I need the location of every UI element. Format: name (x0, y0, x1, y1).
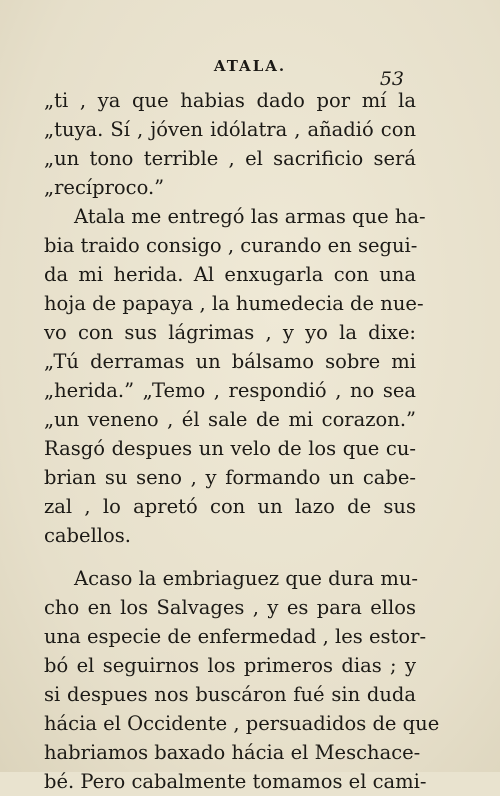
text-line: bia traido consigo , curando en segui- (44, 234, 418, 257)
text-line: bó el seguirnos los primeros dias ; y (44, 654, 416, 677)
paragraph (44, 564, 440, 796)
text-line: Acaso la embriaguez que dura mu- (74, 567, 418, 590)
text-line: da mi herida. Al enxugarla con una (44, 263, 416, 286)
text-line: Rasgó despues un velo de los que cu- (44, 437, 416, 460)
paragraph (44, 86, 416, 202)
text-line: „un tono terrible , el sacrificio será (44, 147, 416, 170)
text-line: hoja de papaya , la humedecia de nue- (44, 292, 424, 315)
text-line: Atala me entregó las armas que ha- (74, 205, 426, 228)
text-line: una especie de enfermedad , les estor- (44, 625, 427, 648)
text-line: „Tú derramas un bálsamo sobre mi (44, 350, 416, 373)
text-line: zal , lo apretó con un lazo de sus (44, 495, 416, 518)
text-line: hácia el Occidente , persuadidos de que (44, 712, 440, 735)
paragraph-gap (44, 550, 416, 564)
text-line: habriamos baxado hácia el Meschace- (44, 741, 421, 764)
running-title: ATALA. (213, 57, 287, 75)
text-line: bé. Pero cabalmente tomamos el cami- (44, 770, 427, 793)
text-line: „herida.” „Temo , respondió , no sea (44, 379, 416, 402)
text-line: brian su seno , y formando un cabe- (44, 466, 416, 489)
text-line: cabellos. (44, 524, 131, 547)
text-line: „recíproco.” (44, 176, 165, 199)
text-line: cho en los Salvages , y es para ellos (44, 596, 416, 619)
text-line: „ti , ya que habias dado por mí la (44, 89, 416, 112)
page-number: 53 (379, 68, 404, 90)
text-line: „un veneno , él sale de mi corazon.” (44, 408, 416, 431)
text-line: „tuya. Sí , jóven idólatra , añadió con (44, 118, 416, 141)
paragraph (44, 202, 426, 550)
text-line: vo con sus lágrimas , y yo la dixe: (44, 321, 416, 344)
text-block (44, 86, 440, 796)
text-line: si despues nos buscáron fué sin duda (44, 683, 416, 706)
